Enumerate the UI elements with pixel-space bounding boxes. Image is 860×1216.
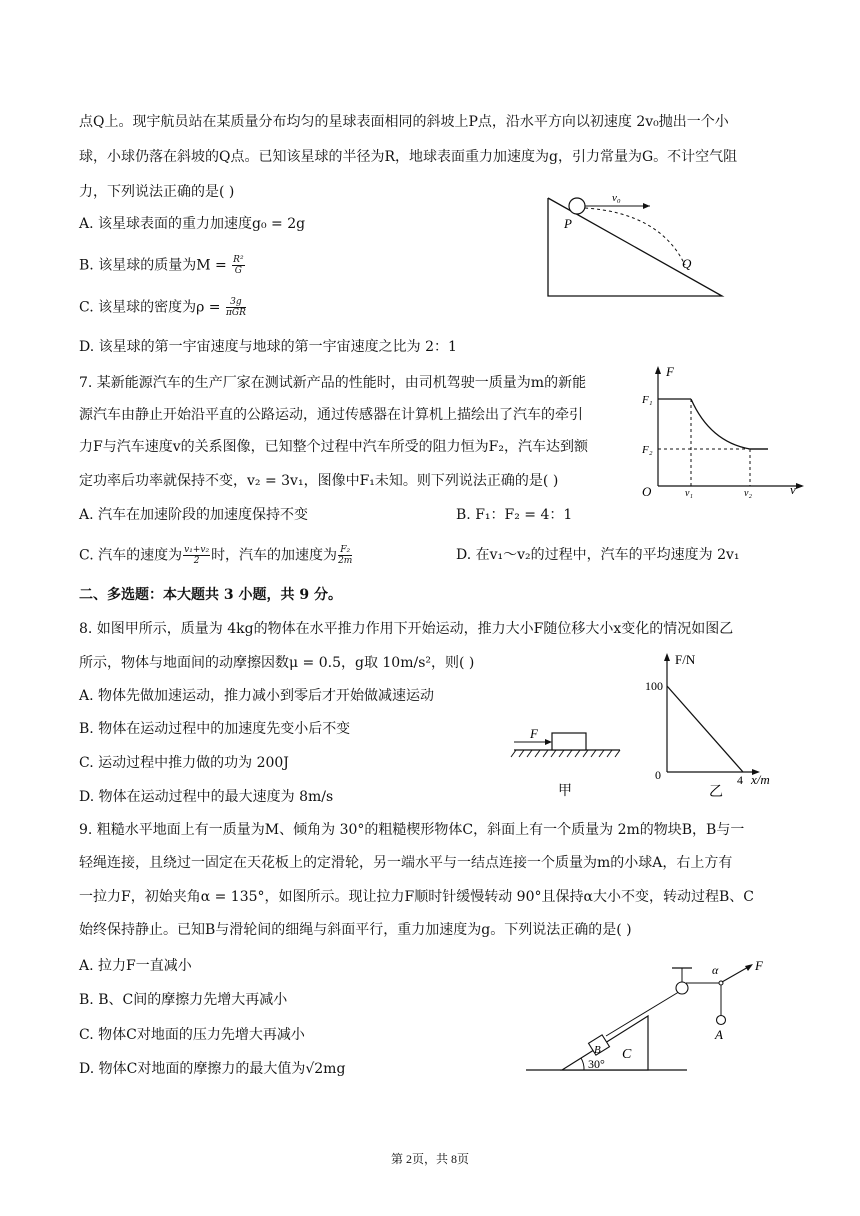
v1-label: v₁ — [685, 488, 693, 499]
q7-stem-line4: 定功率后功率就保持不变，v₂ = 3v₁，图像中F₁未知。则下列说法正确的是( ) — [79, 473, 559, 489]
ball-icon — [569, 198, 585, 214]
q9-stem-line3: 一拉力F，初始夹角α = 135°，如图所示。现让拉力F顺时针缓慢转动 90°且保持α大小不变，转动过程B、C — [79, 889, 754, 905]
q8-option-a: A. 物体先做加速运动，推力减小到零后才开始做减速运动 — [79, 688, 435, 704]
q8-option-b: B. 物体在运动过程中的加速度先变小后不变 — [79, 721, 351, 737]
q7-stem-line2: 源汽车由静止开始沿平直的公路运动，通过传感器在计算机上描绘出了汽车的牵引 — [79, 407, 583, 423]
q7-stem-line3: 力F与汽车速度v的关系图像，已知整个过程中汽车所受的阻力恒为F₂，汽车达到额 — [79, 439, 588, 455]
angle-label: 30° — [588, 1057, 605, 1071]
q6-option-c-text: C. 该星球的密度为ρ = — [79, 299, 221, 316]
q7-force-velocity-graph — [640, 362, 810, 498]
x-axis-label: x/m — [751, 772, 770, 787]
q7-option-c-mid: 时，汽车的加速度为 — [211, 547, 338, 564]
q8-stem-line2: 所示，物体与地面间的动摩擦因数μ = 0.5，g取 10m/s²，则( ) — [79, 655, 475, 671]
y-axis-arrow-icon — [664, 653, 670, 661]
f1-label: F₁ — [642, 394, 653, 406]
ball-a-icon — [717, 1016, 726, 1025]
ground-hatch — [511, 750, 620, 757]
y-axis-label: F — [666, 364, 674, 379]
x-axis-arrow-icon — [796, 483, 804, 489]
y-axis-arrow-icon — [655, 366, 661, 374]
trajectory-path — [585, 208, 685, 265]
f2-label: F₂ — [642, 444, 653, 456]
q8-option-d: D. 物体在运动过程中的最大速度为 8m/s — [79, 789, 334, 805]
q6-option-b-text: B. 该星球的质量为M = — [79, 257, 227, 274]
q6-incline-figure — [540, 188, 730, 300]
caption-yi: 乙 — [709, 785, 723, 800]
ball-label: A — [715, 1027, 723, 1042]
point-p-label: P — [564, 216, 572, 231]
q8-figure-yi — [645, 648, 795, 800]
q9-option-c: C. 物体C对地面的压力先增大再减小 — [79, 1027, 305, 1043]
q7-option-b: B. F₁：F₂ = 4：1 — [456, 507, 573, 523]
velocity-label: v₀ — [612, 192, 621, 204]
q6-stem-line1: 点Q上。现宇航员站在某质量分布均匀的星球表面相同的斜坡上P点，沿水平方向以初速度 2v₀抛出一个小 — [79, 114, 729, 130]
q6-option-d: D. 该星球的第一宇宙速度与地球的第一宇宙速度之比为 2：1 — [79, 339, 457, 355]
q6-stem-line3: 力，下列说法正确的是( ) — [79, 184, 235, 200]
page-footer: 第 2页，共 8页 — [390, 1152, 469, 1166]
q6-option-b — [79, 255, 246, 276]
block-label: B — [594, 1044, 601, 1056]
q7-option-d: D. 在v₁～v₂的过程中，汽车的平均速度为 2v₁ — [456, 547, 740, 563]
q7-option-c-text: C. 汽车的速度为 — [79, 547, 183, 564]
q7-stem-line1: 7. 某新能源汽车的生产厂家在测试新产品的性能时，由司机驾驶一质量为m的新能 — [79, 375, 587, 391]
alpha-label: α — [712, 963, 719, 977]
q7-option-a: A. 汽车在加速阶段的加速度保持不变 — [79, 507, 309, 523]
force-arrow — [722, 966, 750, 982]
arrow-head-icon — [643, 203, 650, 209]
q8-stem-line1: 8. 如图甲所示，质量为 4kg的物体在水平推力作用下开始运动，推力大小F随位移大小x变化的情况如图乙 — [79, 621, 734, 637]
q6-option-b-fraction: $\frac{\text{R²}}{G}$ — [233, 255, 244, 276]
q6-option-a: A. 该星球表面的重力加速度g₀ = 2g — [79, 216, 306, 232]
q9-stem-line1: 9. 粗糙水平地面上有一质量为M、倾角为 30°的粗糙楔形物体C，斜面上有一个质量为 2m的物块B，B与一 — [79, 822, 745, 838]
v2-label: v₂ — [744, 488, 752, 499]
q6-stem-line2: 球，小球仍落在斜坡的Q点。已知该星球的半径为R，地球表面重力加速度为g，引力常量为G。不计空气阻 — [79, 149, 738, 165]
y-axis-label: F/N — [675, 652, 696, 667]
pulley-icon — [676, 982, 688, 994]
block-icon — [552, 733, 586, 750]
q8-figure-jia — [508, 720, 628, 802]
arrow-head-icon — [545, 739, 552, 745]
origin-label: O — [642, 484, 652, 499]
q8-option-c: C. 运动过程中推力做的功为 200J — [79, 755, 289, 771]
q7-option-c-fraction2: $\frac{\text{F₂}}{2m}$ — [338, 545, 353, 566]
q7-option-c — [79, 545, 353, 566]
point-q-label: Q — [682, 256, 692, 271]
q9-option-d: D. 物体C对地面的摩擦力的最大值为√2mg — [79, 1061, 346, 1077]
x-value-label: 4 — [737, 773, 743, 787]
power-curve — [691, 399, 768, 449]
force-label: F — [530, 726, 538, 741]
q9-stem-line2: 轻绳连接，且绕过一固定在天花板上的定滑轮，另一端水平与一结点连接一个质量为m的小球A，右上方有 — [79, 855, 733, 871]
force-label: F — [755, 958, 763, 973]
caption-jia: 甲 — [558, 784, 572, 799]
x-axis-label: v — [790, 482, 796, 497]
section2-heading: 二、多选题：本大题共 3 小题，共 9 分。 — [79, 587, 342, 603]
q6-option-c — [79, 297, 247, 318]
q9-wedge-pulley-figure — [522, 958, 772, 1076]
q9-option-b: B. B、C间的摩擦力先增大再减小 — [79, 992, 288, 1008]
force-line — [667, 686, 743, 772]
q7-option-c-fraction1: $\frac{\text{v₁+v₂}}{2}$ — [184, 545, 210, 566]
arrow-head-icon — [745, 964, 753, 971]
origin-label: 0 — [655, 768, 661, 782]
wedge-label: C — [622, 1047, 632, 1062]
q9-option-a: A. 拉力F一直减小 — [79, 958, 192, 974]
y-value-label: 100 — [645, 679, 663, 693]
q9-stem-line4: 始终保持静止。已知B与滑轮间的细绳与斜面平行，重力加速度为g。下列说法正确的是( ) — [79, 922, 632, 938]
q6-option-c-fraction: $\frac{3g}{\text{πGR}}$ — [225, 297, 246, 318]
